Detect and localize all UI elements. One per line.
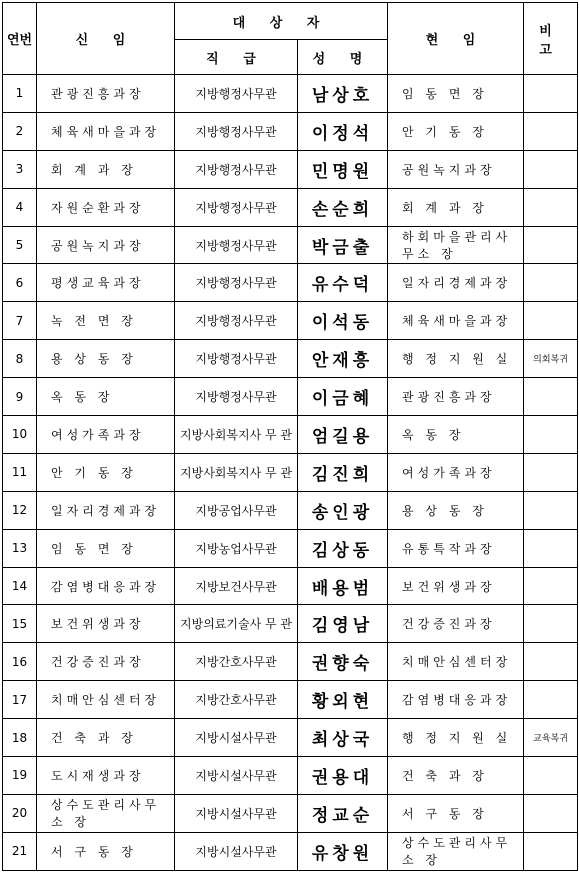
row-number: 1 (3, 75, 37, 113)
row-new-post: 건강증진과장 (37, 643, 175, 681)
row-current-post: 임 동 면 장 (388, 75, 524, 113)
row-note (524, 378, 578, 416)
row-number: 12 (3, 491, 37, 529)
row-number: 7 (3, 302, 37, 340)
row-current-post: 안 기 동 장 (388, 112, 524, 150)
row-rank: 지방사회복지사 무 관 (175, 416, 298, 454)
row-rank: 지방행정사무관 (175, 188, 298, 226)
row-current-post: 행 정 지 원 실 (388, 340, 524, 378)
row-current-post: 서 구 동 장 (388, 794, 524, 832)
table-row (3, 188, 578, 226)
row-name: 송인광 (298, 491, 388, 529)
row-number: 6 (3, 264, 37, 302)
row-rank: 지방행정사무관 (175, 264, 298, 302)
row-note (524, 150, 578, 188)
row-rank: 지방행정사무관 (175, 226, 298, 264)
row-note (524, 567, 578, 605)
row-name: 유창원 (298, 832, 388, 870)
header-target: 대 상 자 (175, 3, 388, 40)
row-name: 정교순 (298, 794, 388, 832)
row-new-post: 안 기 동 장 (37, 453, 175, 491)
row-name: 엄길용 (298, 416, 388, 454)
row-current-post: 건 축 과 장 (388, 757, 524, 795)
row-number: 11 (3, 453, 37, 491)
row-name: 김상동 (298, 529, 388, 567)
row-current-post: 일자리경제과장 (388, 264, 524, 302)
row-note (524, 491, 578, 529)
header-new-post: 신 임 (37, 3, 175, 75)
row-rank: 지방보건사무관 (175, 567, 298, 605)
row-new-post: 옥 동 장 (37, 378, 175, 416)
row-note: 교육복귀 (524, 719, 578, 757)
row-number: 21 (3, 832, 37, 870)
row-note (524, 794, 578, 832)
row-number: 13 (3, 529, 37, 567)
row-note (524, 226, 578, 264)
table-row (3, 643, 578, 681)
row-current-post: 공원녹지과장 (388, 150, 524, 188)
table-row (3, 832, 578, 870)
header-note: 비 고 (524, 3, 578, 75)
row-name: 남상호 (298, 75, 388, 113)
row-rank: 지방간호사무관 (175, 681, 298, 719)
row-note (524, 453, 578, 491)
table-row (3, 264, 578, 302)
row-name: 박금출 (298, 226, 388, 264)
row-name: 김영남 (298, 605, 388, 643)
row-rank: 지방시설사무관 (175, 832, 298, 870)
row-rank: 지방공업사무관 (175, 491, 298, 529)
row-number: 17 (3, 681, 37, 719)
row-new-post: 서 구 동 장 (37, 832, 175, 870)
row-number: 14 (3, 567, 37, 605)
row-rank: 지방농업사무관 (175, 529, 298, 567)
row-new-post: 체육새마을과장 (37, 112, 175, 150)
row-new-post: 치매안심센터장 (37, 681, 175, 719)
row-new-post: 건 축 과 장 (37, 719, 175, 757)
row-note (524, 529, 578, 567)
row-rank: 지방시설사무관 (175, 757, 298, 795)
row-name: 이정석 (298, 112, 388, 150)
row-name: 황외현 (298, 681, 388, 719)
table-row (3, 491, 578, 529)
row-name: 이금혜 (298, 378, 388, 416)
row-current-post: 하회마을관리사무소 장 (388, 226, 524, 264)
table-row (3, 302, 578, 340)
header-rank: 직 급 (175, 40, 298, 75)
table-row (3, 605, 578, 643)
row-number: 19 (3, 757, 37, 795)
row-number: 8 (3, 340, 37, 378)
row-current-post: 행 정 지 원 실 (388, 719, 524, 757)
row-note (524, 75, 578, 113)
row-note (524, 605, 578, 643)
row-new-post: 녹 전 면 장 (37, 302, 175, 340)
row-rank: 지방행정사무관 (175, 112, 298, 150)
row-number: 9 (3, 378, 37, 416)
row-name: 배용범 (298, 567, 388, 605)
row-number: 16 (3, 643, 37, 681)
row-name: 손순희 (298, 188, 388, 226)
row-note (524, 302, 578, 340)
row-number: 2 (3, 112, 37, 150)
header-no: 연번 (3, 3, 37, 75)
row-note (524, 112, 578, 150)
table-row (3, 112, 578, 150)
row-number: 18 (3, 719, 37, 757)
header-current: 현 임 (388, 3, 524, 75)
row-current-post: 회 계 과 장 (388, 188, 524, 226)
table-row (3, 794, 578, 832)
row-note (524, 643, 578, 681)
row-current-post: 유통특작과장 (388, 529, 524, 567)
row-name: 권향숙 (298, 643, 388, 681)
row-new-post: 감염병대응과장 (37, 567, 175, 605)
row-name: 안재흥 (298, 340, 388, 378)
row-name: 김진희 (298, 453, 388, 491)
row-note (524, 264, 578, 302)
table-row (3, 757, 578, 795)
row-note (524, 757, 578, 795)
table-row (3, 340, 578, 378)
row-rank: 지방행정사무관 (175, 75, 298, 113)
row-name: 이석동 (298, 302, 388, 340)
row-current-post: 옥 동 장 (388, 416, 524, 454)
table-row (3, 719, 578, 757)
row-new-post: 임 동 면 장 (37, 529, 175, 567)
row-current-post: 보건위생과장 (388, 567, 524, 605)
row-new-post: 일자리경제과장 (37, 491, 175, 529)
row-rank: 지방시설사무관 (175, 794, 298, 832)
table-row (3, 681, 578, 719)
table-row (3, 529, 578, 567)
row-number: 5 (3, 226, 37, 264)
row-note (524, 681, 578, 719)
row-new-post: 도시재생과장 (37, 757, 175, 795)
row-new-post: 공원녹지과장 (37, 226, 175, 264)
row-new-post: 보건위생과장 (37, 605, 175, 643)
row-note (524, 188, 578, 226)
row-rank: 지방사회복지사 무 관 (175, 453, 298, 491)
table-row (3, 75, 578, 113)
row-current-post: 건강증진과장 (388, 605, 524, 643)
row-current-post: 여성가족과장 (388, 453, 524, 491)
row-new-post: 자원순환과장 (37, 188, 175, 226)
row-rank: 지방행정사무관 (175, 378, 298, 416)
row-rank: 지방행정사무관 (175, 302, 298, 340)
row-note (524, 416, 578, 454)
row-current-post: 관광진흥과장 (388, 378, 524, 416)
row-new-post: 회 계 과 장 (37, 150, 175, 188)
personnel-table (2, 2, 578, 871)
row-current-post: 용 상 동 장 (388, 491, 524, 529)
header-name: 성 명 (298, 40, 388, 75)
table-row (3, 567, 578, 605)
row-new-post: 상수도관리사무소 장 (37, 794, 175, 832)
row-name: 유수덕 (298, 264, 388, 302)
table-row (3, 226, 578, 264)
row-name: 권용대 (298, 757, 388, 795)
row-number: 15 (3, 605, 37, 643)
row-new-post: 여성가족과장 (37, 416, 175, 454)
table-row (3, 150, 578, 188)
row-new-post: 평생교육과장 (37, 264, 175, 302)
row-name: 민명원 (298, 150, 388, 188)
row-note: 의회복귀 (524, 340, 578, 378)
row-rank: 지방간호사무관 (175, 643, 298, 681)
table-row (3, 416, 578, 454)
row-note (524, 832, 578, 870)
row-rank: 지방시설사무관 (175, 719, 298, 757)
row-name: 최상국 (298, 719, 388, 757)
row-rank: 지방의료기술사 무 관 (175, 605, 298, 643)
row-current-post: 감염병대응과장 (388, 681, 524, 719)
row-number: 10 (3, 416, 37, 454)
row-rank: 지방행정사무관 (175, 150, 298, 188)
row-current-post: 체육새마을과장 (388, 302, 524, 340)
row-number: 20 (3, 794, 37, 832)
row-current-post: 상수도관리사무소 장 (388, 832, 524, 870)
row-number: 4 (3, 188, 37, 226)
table-row (3, 453, 578, 491)
row-current-post: 치매안심센터장 (388, 643, 524, 681)
row-number: 3 (3, 150, 37, 188)
row-rank: 지방행정사무관 (175, 340, 298, 378)
row-new-post: 관광진흥과장 (37, 75, 175, 113)
row-new-post: 용 상 동 장 (37, 340, 175, 378)
table-row (3, 378, 578, 416)
